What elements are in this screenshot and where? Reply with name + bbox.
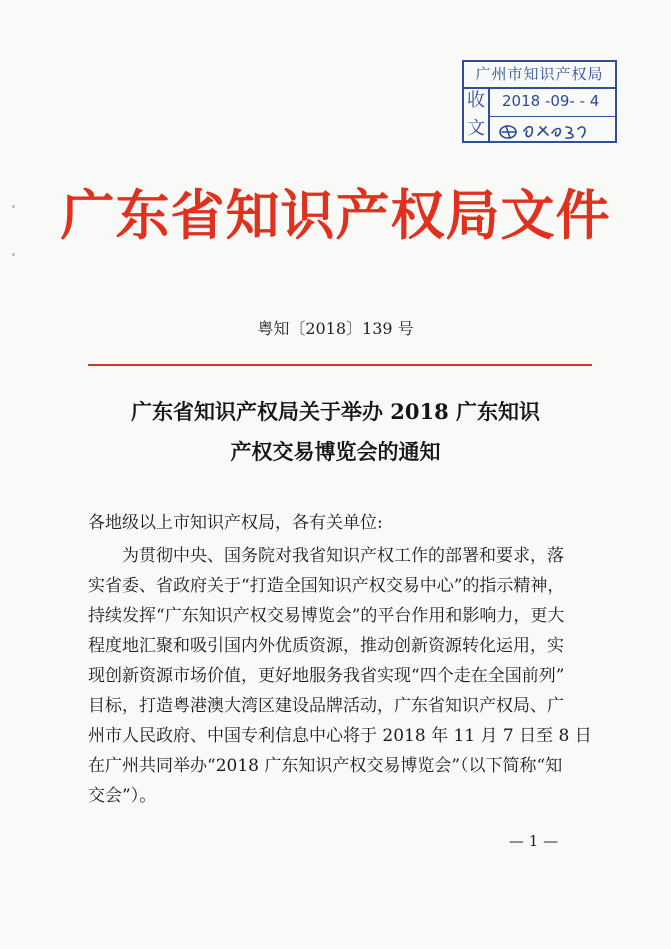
body-line: 目标，打造粤港澳大湾区建设品牌活动，广东省知识产权局、广 xyxy=(88,696,564,716)
scan-mark xyxy=(12,253,15,256)
body-line: 程度地汇聚和吸引国内外优质资源，推动创新资源转化运用，实 xyxy=(88,636,564,656)
receipt-stamp xyxy=(462,60,617,143)
body-paragraph xyxy=(88,541,592,811)
body-line: 持续发挥“广东知识产权交易博览会”的平台作用和影响力，更大 xyxy=(88,606,565,626)
body-line: 在广州共同举办“2018 广东知识产权交易博览会”（以下简称“知 xyxy=(88,756,563,776)
notice-title xyxy=(60,392,611,472)
body-line: 实省委、省政府关于“打造全国知识产权交易中心”的指示精神， xyxy=(88,576,565,596)
page-number: — 1 — xyxy=(509,832,559,850)
notice-title-line: 产权交易博览会的通知 xyxy=(230,439,441,464)
body-line: 州市人民政府、中国专利信息中心将于 2018 年 11 月 7 日至 8 日 xyxy=(88,726,592,746)
body-line: 交会”）。 xyxy=(88,786,157,806)
red-divider-line xyxy=(88,364,592,366)
document-number: 粤知〔2018〕139 号 xyxy=(257,319,414,338)
stamp-side-bottom: 文 xyxy=(467,118,485,139)
stamp-side-label xyxy=(464,87,490,141)
document-header-title: 广东省知识产权局文件 xyxy=(60,183,611,247)
body-line: 为贯彻中央、国务院对我省知识产权工作的部署和要求，落 xyxy=(122,546,564,566)
stamp-organization: 广州市知识产权局 xyxy=(464,62,615,89)
notice-title-line: 广东省知识产权局关于举办 2018 广东知识 xyxy=(130,399,541,424)
stamp-side-top: 收 xyxy=(467,90,485,111)
stamp-date-row xyxy=(488,87,615,117)
handwritten-serial xyxy=(494,117,612,143)
stamp-date: 2018 -09- - 4 xyxy=(502,92,600,110)
stamp-serial-row xyxy=(488,117,615,141)
salutation: 各地级以上市知识产权局，各有关单位: xyxy=(88,513,383,533)
body-line: 现创新资源市场价值，更好地服务我省实现“四个走在全国前列” xyxy=(88,666,565,686)
